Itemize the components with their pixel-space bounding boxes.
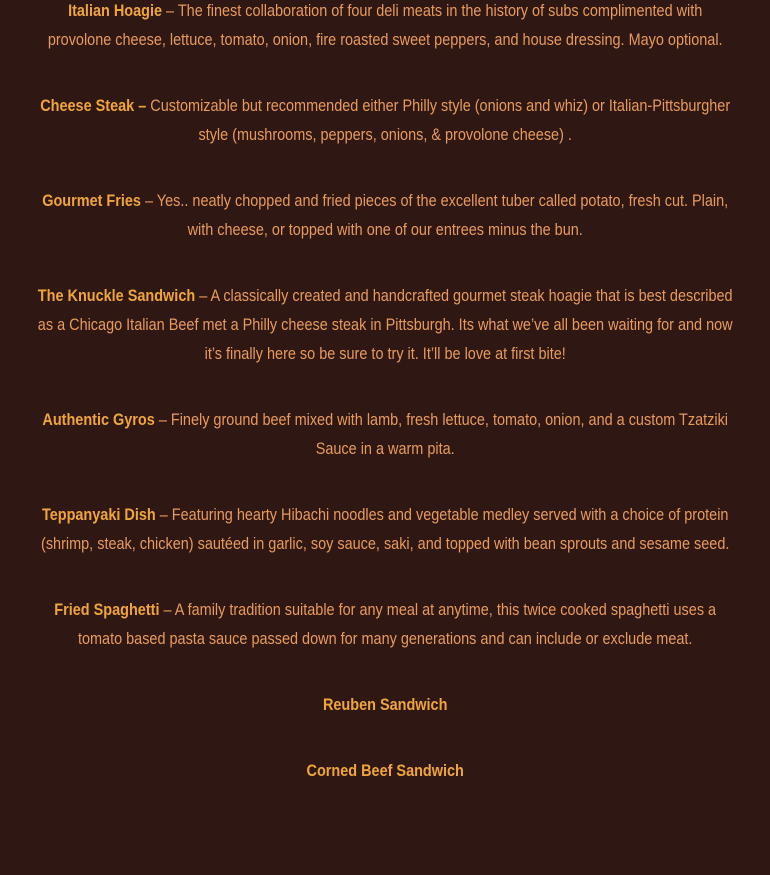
- menu-item-description: – A family tradition suitable for any meal at anytime, this twice cooked spaghetti uses a tomato based pasta sauce passed down for many generations and can include or exclude meat.: [77, 600, 717, 648]
- menu-item-authentic-gyros: [35, 405, 735, 463]
- menu-item-description: Customizable but recommended either Philly style (onions and whiz) or Italian-Pittsburgher style (mushrooms, peppers, onions, & provolone cheese) .: [150, 96, 731, 144]
- menu-item-description: – A classically created and handcrafted gourmet steak hoagie that is best described as a Chicago Italian Beef met a Philly cheese steak in Pittsburgh. Its what we’ve all been waiting for and now it’s finally here so be sure to try it. It’ll be love at first bite!: [37, 286, 733, 363]
- menu-list: [35, 0, 735, 785]
- menu-item-teppanyaki-dish: [35, 500, 735, 558]
- menu-item-italian-hoagie: [35, 0, 735, 54]
- menu-item-title: Corned Beef Sandwich: [306, 761, 464, 780]
- menu-item-description: – Yes.. neatly chopped and fried pieces of the excellent tuber called potato, fresh cut. Plain, with cheese, or topped with one of our entrees minus the bun.: [144, 191, 729, 239]
- menu-item-description: – Featuring hearty Hibachi noodles and vegetable medley served with a choice of protein (shrimp, steak, chicken) sautéed in garlic, soy sauce, saki, and topped with bean sprouts and sesame seed.: [41, 505, 730, 553]
- menu-item-title: Authentic Gyros: [42, 410, 155, 429]
- menu-item-title: The Knuckle Sandwich: [37, 286, 196, 305]
- menu-item-title: Teppanyaki Dish: [41, 505, 156, 524]
- menu-item-title: Cheese Steak –: [40, 96, 147, 115]
- menu-item-knuckle-sandwich: [35, 281, 735, 368]
- menu-item-title: Fried Spaghetti: [54, 600, 160, 619]
- menu-item-fried-spaghetti: [35, 595, 735, 653]
- menu-item-title: Italian Hoagie: [68, 1, 163, 20]
- menu-item-description: – The finest collaboration of four deli meats in the history of subs complimented with provolone cheese, lettuce, tomato, onion, fire roasted sweet peppers, and house dressing. Mayo optional.: [47, 1, 723, 49]
- menu-item-title: Gourmet Fries: [42, 191, 141, 210]
- menu-item-gourmet-fries: [35, 186, 735, 244]
- menu-item-description: – Finely ground beef mixed with lamb, fresh lettuce, tomato, onion, and a custom Tzatziki Sauce in a warm pita.: [158, 410, 729, 458]
- menu-item-reuben-sandwich: [35, 690, 735, 719]
- menu-item-corned-beef-sandwich: [35, 756, 735, 785]
- menu-item-cheese-steak: [35, 91, 735, 149]
- menu-item-title: Reuben Sandwich: [322, 695, 448, 714]
